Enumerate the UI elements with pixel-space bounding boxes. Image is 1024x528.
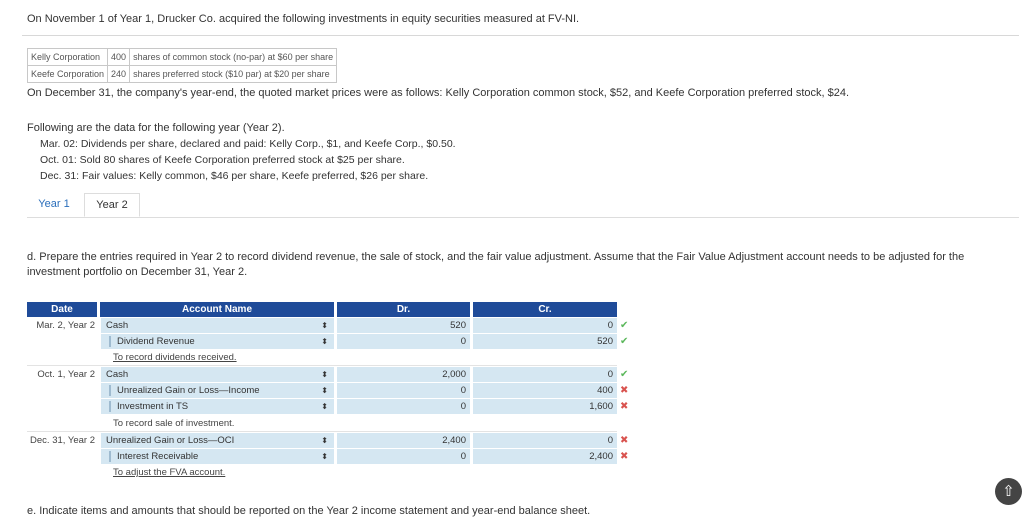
event-item: Dec. 31: Fair values: Kelly common, $46 per share, Keefe preferred, $26 per share.	[40, 170, 429, 182]
account-name: Dividend Revenue	[117, 336, 195, 347]
tab-year-2[interactable]: Year 2	[84, 193, 140, 217]
desc-cell: shares of common stock (no-par) at $60 per share	[130, 49, 337, 66]
company-cell: Kelly Corporation	[28, 49, 108, 66]
event-item: Mar. 02: Dividends per share, declared and paid: Kelly Corp., $1, and Keefe Corp., $0.50.	[40, 138, 456, 150]
account-select[interactable]	[100, 399, 334, 414]
entry-memo: To record dividends received.	[113, 352, 237, 363]
account-select[interactable]	[100, 449, 334, 464]
account-select[interactable]	[100, 367, 334, 382]
account-name: Cash	[106, 369, 129, 380]
debit-input[interactable]: 0	[337, 334, 470, 349]
investments-table	[27, 48, 337, 83]
cross-icon: ✖	[620, 451, 629, 462]
cross-icon: ✖	[620, 401, 629, 412]
updown-arrow-icon: ⬍	[321, 321, 328, 330]
account-name: Interest Receivable	[117, 451, 199, 462]
account-name: Investment in TS	[117, 401, 189, 412]
debit-header: Dr.	[337, 302, 470, 317]
updown-arrow-icon: ⬍	[321, 452, 328, 461]
credit-input[interactable]: 0	[473, 318, 617, 333]
debit-input[interactable]: 520	[337, 318, 470, 333]
account-select[interactable]	[100, 383, 334, 398]
table-row	[28, 49, 337, 66]
account-select[interactable]	[100, 433, 334, 448]
credit-input[interactable]: 400	[473, 383, 617, 398]
debit-input[interactable]: 2,000	[337, 367, 470, 382]
entry-memo: To adjust the FVA account.	[113, 467, 226, 478]
debit-input[interactable]: 0	[337, 383, 470, 398]
updown-arrow-icon: ⬍	[321, 402, 328, 411]
year-end-text: On December 31, the company's year-end, the quoted market prices were as follows: Kelly Corporation common stock, $52, and Keefe Corporation preferred stock, $24.	[27, 87, 850, 99]
company-cell: Keefe Corporation	[28, 66, 108, 83]
credit-header: Cr.	[473, 302, 617, 317]
qty-cell: 240	[108, 66, 130, 83]
question-e: e. Indicate items and amounts that should be reported on the Year 2 income statement and year-end balance sheet.	[27, 505, 591, 517]
entry-date: Dec. 31, Year 2	[30, 435, 95, 446]
arrow-up-icon[interactable]: ⇧	[995, 478, 1022, 505]
debit-input[interactable]: 0	[337, 399, 470, 414]
credit-input[interactable]: 0	[473, 433, 617, 448]
question-d: d. Prepare the entries required in Year 2 to record dividend revenue, the sale of stock, and the fair value adjustment. Assume that the Fair Value Adjustment account needs to be adjusted for the investment portfolio on December 31, Year 2.	[27, 251, 965, 278]
debit-input[interactable]: 0	[337, 449, 470, 464]
account-header: Account Name	[100, 302, 334, 317]
tab-year-1[interactable]: Year 1	[38, 198, 70, 210]
intro-text: On November 1 of Year 1, Drucker Co. acquired the following investments in equity securities measured at FV-NI.	[27, 13, 580, 25]
desc-cell: shares preferred stock ($10 par) at $20 per share	[130, 66, 337, 83]
debit-input[interactable]: 2,400	[337, 433, 470, 448]
credit-input[interactable]: 520	[473, 334, 617, 349]
account-select[interactable]	[100, 318, 334, 333]
credit-input[interactable]: 2,400	[473, 449, 617, 464]
updown-arrow-icon: ⬍	[321, 337, 328, 346]
following-text: Following are the data for the following year (Year 2).	[27, 122, 285, 134]
account-name: Cash	[106, 320, 129, 331]
updown-arrow-icon: ⬍	[321, 370, 328, 379]
qty-cell: 400	[108, 49, 130, 66]
divider	[22, 35, 1019, 36]
check-icon: ✔	[620, 369, 629, 380]
account-name: Unrealized Gain or Loss—Income	[117, 385, 260, 396]
cross-icon: ✖	[620, 435, 629, 446]
credit-input[interactable]: 1,600	[473, 399, 617, 414]
check-icon: ✔	[620, 320, 629, 331]
entry-date: Oct. 1, Year 2	[37, 369, 95, 380]
cross-icon: ✖	[620, 385, 629, 396]
entry-date: Mar. 2, Year 2	[36, 320, 95, 331]
entry-memo: To record sale of investment.	[113, 418, 235, 429]
updown-arrow-icon: ⬍	[321, 436, 328, 445]
table-row	[28, 66, 337, 83]
check-icon: ✔	[620, 336, 629, 347]
event-item: Oct. 01: Sold 80 shares of Keefe Corporation preferred stock at $25 per share.	[40, 154, 405, 166]
tab-divider	[27, 217, 1019, 218]
account-select[interactable]	[100, 334, 334, 349]
date-header: Date	[27, 302, 97, 317]
account-name: Unrealized Gain or Loss—OCI	[106, 435, 235, 446]
updown-arrow-icon: ⬍	[321, 386, 328, 395]
credit-input[interactable]: 0	[473, 367, 617, 382]
